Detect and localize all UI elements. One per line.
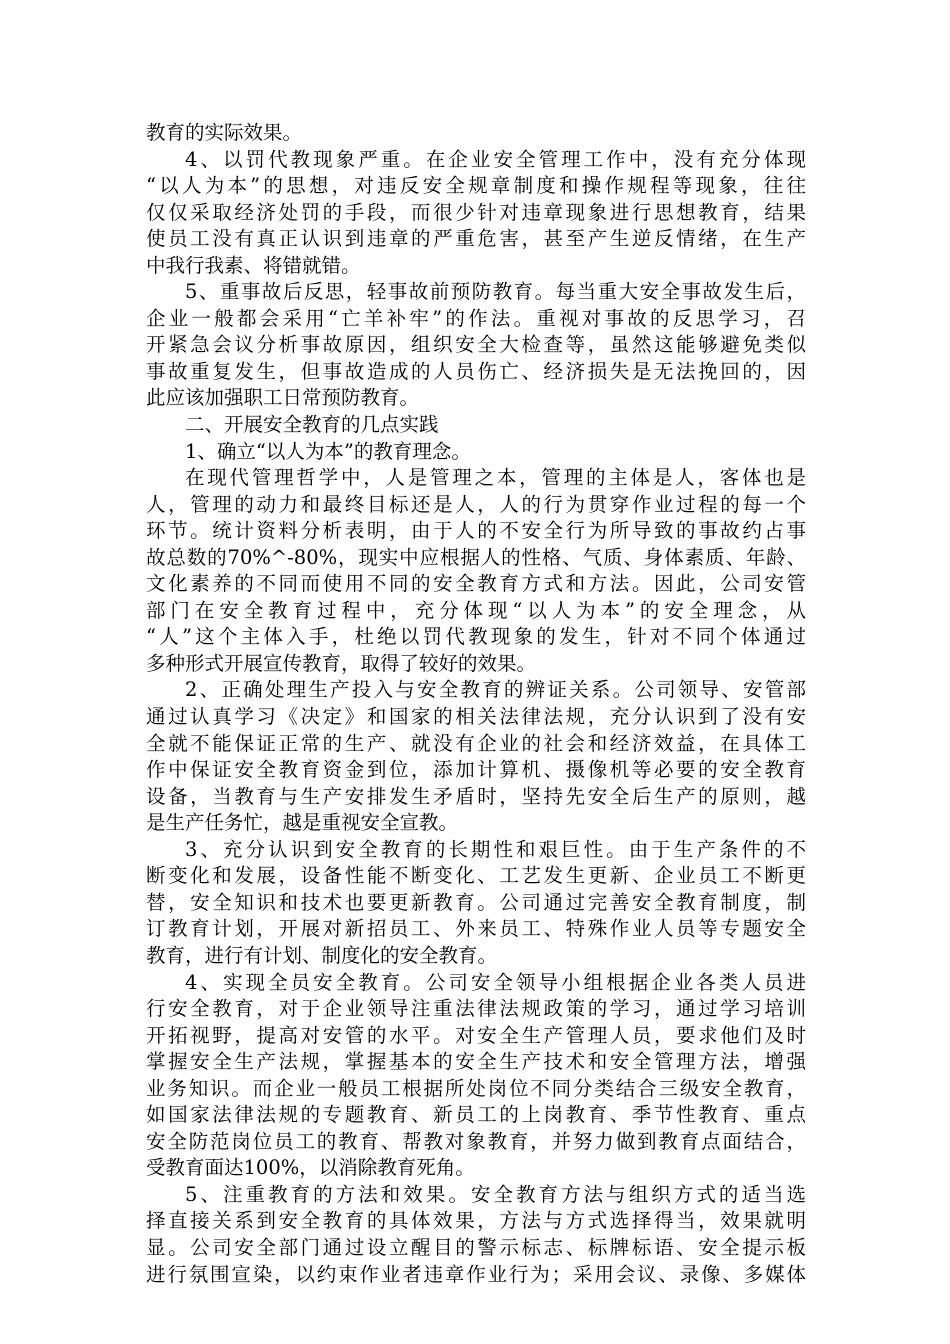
text-line: 故总数的70%^-80%，现实中应根据人的性格、气质、身体素质、年龄、 xyxy=(146,545,806,569)
text-line: 通过认真学习《决定》和国家的相关法律法规，充分认识到了没有安 xyxy=(146,705,806,729)
text-line: 开紧急会议分析事故原因，组织安全大检查等，虽然这能够避免类似 xyxy=(146,333,806,357)
text-line: 开拓视野，提高对安管的水平。对安全生产管理人员，要求他们及时 xyxy=(146,1023,806,1047)
text-line: 5、重事故后反思，轻事故前预防教育。每当重大安全事故发生后， xyxy=(185,280,806,304)
text-line: 订教育计划，开展对新招员工、外来员工、特殊作业人员等专题安全 xyxy=(146,917,806,941)
text-line: 5、注重教育的方法和效果。安全教育方法与组织方式的适当选 xyxy=(185,1182,806,1206)
text-line: 受教育面达100%，以消除教育死角。 xyxy=(146,1156,475,1180)
text-line: 使员工没有真正认识到违章的严重危害，甚至产生逆反情绪，在生产 xyxy=(146,227,806,251)
text-line: 进行氛围宣染，以约束作业者违章作业行为；采用会议、录像、多媒体 xyxy=(146,1262,806,1286)
text-line: 此应该加强职工日常预防教育。 xyxy=(146,386,420,410)
text-line: “以人为本”的思想，对违反安全规章制度和操作规程等现象，往往 xyxy=(146,174,806,198)
text-line: 3、充分认识到安全教育的长期性和艰巨性。由于生产条件的不 xyxy=(185,837,806,861)
text-line: 作中保证安全教育资金到位，添加计算机、摄像机等必要的安全教育 xyxy=(146,758,806,782)
text-line: 多种形式开展宣传教育，取得了较好的效果。 xyxy=(146,651,537,675)
text-line: 4、实现全员安全教育。公司安全领导小组根据企业各类人员进 xyxy=(185,970,806,994)
text-line: 安全防范岗位员工的教育、帮教对象教育，并努力做到教育点面结合， xyxy=(146,1129,806,1153)
text-line: 1、确立“以人为本”的教育理念。 xyxy=(185,439,471,463)
text-line: “人”这个主体入手，杜绝以罚代教现象的发生，针对不同个体通过 xyxy=(146,625,806,649)
text-line: 择直接关系到安全教育的具体效果，方法与方式选择得当，效果就明 xyxy=(146,1209,806,1233)
text-line: 企业一般都会采用“亡羊补牢”的作法。重视对事故的反思学习，召 xyxy=(146,306,806,330)
text-line: 2、正确处理生产投入与安全教育的辨证关系。公司领导、安管部 xyxy=(185,678,806,702)
text-line: 全就不能保证正常的生产、就没有企业的社会和经济效益，在具体工 xyxy=(146,731,806,755)
text-line: 掌握安全生产法规，掌握基本的安全生产技术和安全管理方法，增强 xyxy=(146,1050,806,1074)
text-line: 环节。统计资料分析表明，由于人的不安全行为所导致的事故约占事 xyxy=(146,519,806,543)
text-line: 部门在安全教育过程中，充分体现“以人为本”的安全理念，从 xyxy=(146,598,806,622)
text-line: 4、以罚代教现象严重。在企业安全管理工作中，没有充分体现 xyxy=(185,147,806,171)
text-line: 设备，当教育与生产安排发生矛盾时，坚持先安全后生产的原则，越 xyxy=(146,784,806,808)
text-line: 教育的实际效果。 xyxy=(146,121,303,144)
text-line: 断变化和发展，设备性能不断变化、工艺发生更新、企业员工不断更 xyxy=(146,864,806,888)
text-line: 中我行我素、将错就错。 xyxy=(146,253,361,277)
text-line: 仅仅采取经济处罚的手段，而很少针对违章现象进行思想教育，结果 xyxy=(146,200,806,224)
text-line: 文化素养的不同而使用不同的安全教育方式和方法。因此，公司安管 xyxy=(146,572,806,596)
text-line: 在现代管理哲学中，人是管理之本，管理的主体是人，客体也是 xyxy=(185,466,806,490)
text-line: 二、开展安全教育的几点实践 xyxy=(185,413,439,437)
text-line: 替，安全知识和技术也要更新教育。公司通过完善安全教育制度，制 xyxy=(146,890,806,914)
text-line: 业务知识。而企业一般员工根据所处岗位不同分类结合三级安全教育， xyxy=(146,1076,806,1100)
document-body xyxy=(146,120,806,1288)
text-line: 教育，进行有计划、制度化的安全教育。 xyxy=(146,943,498,967)
text-line: 如国家法律法规的专题教育、新员工的上岗教育、季节性教育、重点 xyxy=(146,1103,806,1127)
text-line: 显。公司安全部门通过设立醒目的警示标志、标牌标语、安全提示板 xyxy=(146,1235,806,1259)
text-line: 行安全教育，对于企业领导注重法律法规政策的学习，通过学习培训 xyxy=(146,997,806,1021)
text-line: 人，管理的动力和最终目标还是人，人的行为贯穿作业过程的每一个 xyxy=(146,492,806,516)
text-line: 是生产任务忙，越是重视安全宣教。 xyxy=(146,811,459,835)
text-line: 事故重复发生，但事故造成的人员伤亡、经济损失是无法挽回的，因 xyxy=(146,359,806,383)
